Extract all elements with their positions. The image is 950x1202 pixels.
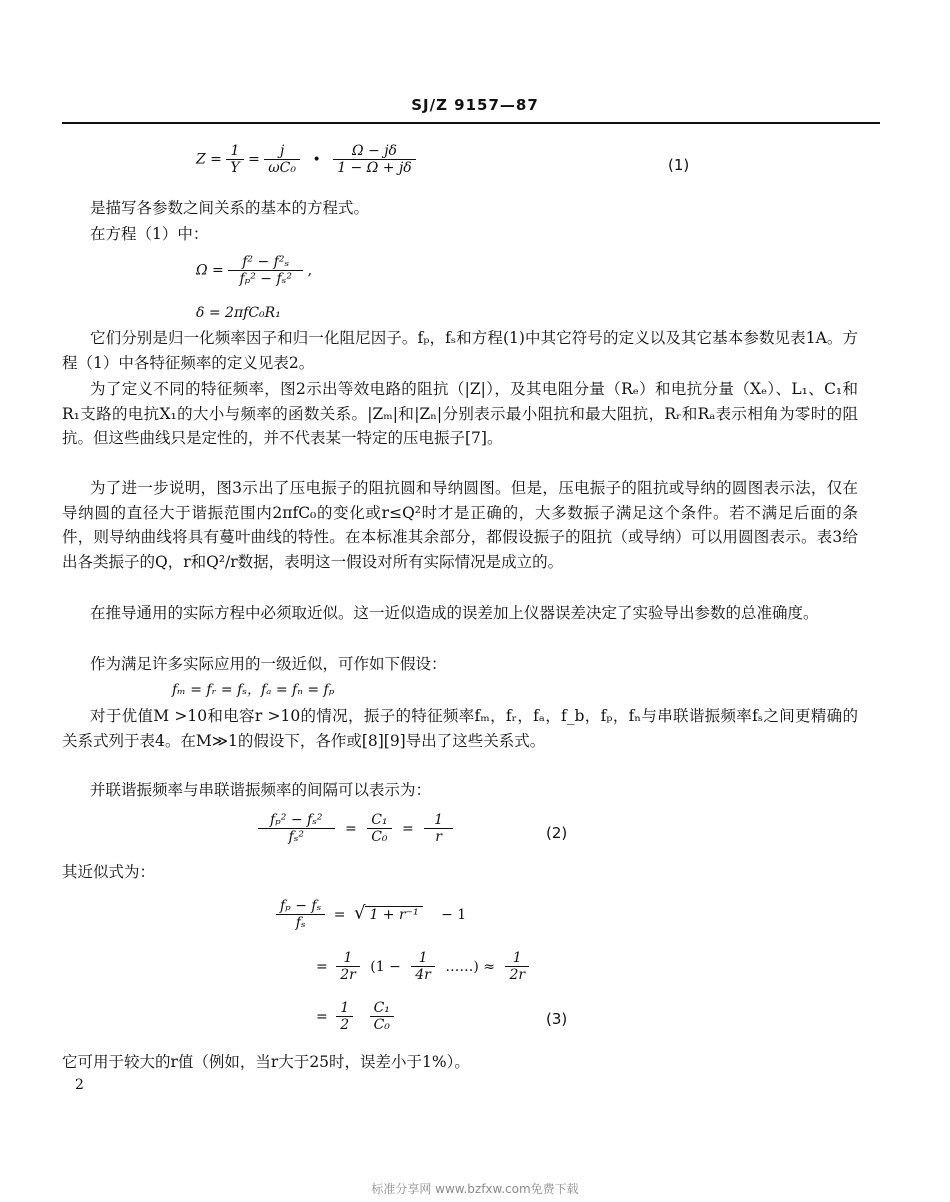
eq2-fraction-3 — [424, 812, 453, 845]
omega-comma: , — [307, 262, 313, 279]
eq2-c-den: C₀ — [371, 829, 388, 845]
equation-2-number: (2) — [546, 824, 568, 842]
standard-number-header: SJ/Z 9157—87 — [411, 96, 539, 114]
eq1-f1-den: Y — [230, 160, 240, 176]
eq3-l2-fraction-b — [411, 950, 435, 983]
omega-num: f² − f²ₛ — [228, 254, 303, 271]
omega-definition — [196, 254, 312, 287]
paragraph-approximation: 在推导通用的实际方程中必须取近似。这一近似造成的误差加上仪器误差决定了实验导出参数的总准确度。 — [90, 604, 819, 622]
eq3-l3-b-den: C₀ — [373, 1017, 390, 1033]
eq3-l2-mid: (1 − — [370, 958, 401, 975]
eq2-den: fₛ² — [288, 829, 305, 845]
eq1-f2-den: ωC₀ — [268, 160, 297, 176]
eq3-l1-tail: − 1 — [441, 906, 467, 923]
paragraph-approximate-form: 其近似式为： — [62, 863, 156, 881]
eq3-l2-c-num: 1 — [505, 950, 529, 967]
paragraph-basic-equation: 是描写各参数之间关系的基本的方程式。 — [90, 199, 370, 217]
eq3-l2-equals: = — [316, 958, 328, 975]
omega-lhs: Ω = — [196, 262, 224, 279]
eq3-l2-a-num: 1 — [336, 950, 360, 967]
eq3-l3-a-den: 2 — [340, 1017, 350, 1033]
paragraph-in-equation-1: 在方程（1）中： — [90, 225, 209, 243]
equation-2 — [258, 812, 453, 845]
eq1-lhs: Z = — [196, 151, 222, 168]
eq3-l1-den: fₛ — [295, 915, 306, 931]
eq1-fraction-1 — [226, 143, 243, 176]
eq3-l3-fraction-b — [370, 1000, 394, 1033]
delta-definition: δ = 2πfC₀R₁ — [196, 305, 281, 321]
eq3-l1-radicand: 1 + r⁻¹ — [365, 906, 422, 923]
page-number: 2 — [75, 1077, 84, 1093]
eq2-num: fₚ² − fₛ² — [258, 812, 335, 829]
header-rule — [62, 122, 880, 124]
eq3-l3-b-num: C₁ — [370, 1000, 394, 1017]
watermark-footer: 标准分享网 www.bzfxw.com免费下载 — [371, 1182, 579, 1196]
omega-fraction — [228, 254, 303, 287]
paragraph-resonance-interval: 并联谐振频率与串联谐振频率的间隔可以表示为： — [90, 781, 432, 799]
eq3-l1-fraction — [276, 898, 325, 931]
eq3-l2-fraction-a — [336, 950, 360, 983]
equation-1: Z = $\frac{1}{Y}$ = $\frac{j}{\text{ωC₀}}$ • $\frac{\Omega - j\delta}{1 - \Omega + j\delta}$ — [196, 143, 416, 176]
eq3-l1-num: fₚ − fₛ — [276, 898, 325, 915]
equation-3-line-1 — [276, 898, 466, 931]
eq1-dot: • — [312, 151, 321, 168]
eq3-l2-a-den: 2r — [340, 967, 356, 983]
eq2-fraction-2 — [367, 812, 391, 845]
paragraph-characteristic-frequencies: 为了定义不同的特征频率，图2示出等效电路的阻抗（|Z|），及其电阻分量（Rₑ）和电抗分量（Xₑ）、L₁、C₁和R₁支路的电抗X₁的大小与频率的函数关系。|Zₘ|和|Zₙ|分别表示最小阻抗和最大阻抗，Rᵣ和Rₐ表示相角为零时的阻抗。但这些曲线只是定性的，并不代表某一特定的压电振子[7]。 — [62, 380, 858, 447]
eq3-l2-c-den: 2r — [509, 967, 526, 983]
paragraph-usage-note: 它可用于较大的r值（例如，当r大于25时，误差小于1%）。 — [62, 1053, 470, 1071]
eq1-f1-num: 1 — [226, 143, 243, 160]
omega-den: fₚ² − fₛ² — [239, 271, 292, 287]
eq3-l3-equals: = — [316, 1008, 328, 1025]
eq3-l2-fraction-c — [505, 950, 529, 983]
eq2-r-den: r — [435, 829, 442, 845]
eq1-f3-den: 1 − Ω + jδ — [337, 160, 412, 176]
eq3-l1-equals: = — [333, 906, 346, 923]
paragraph-first-order: 作为满足许多实际应用的一级近似，可作如下假设： — [90, 655, 447, 673]
eq3-l2-b-den: 4r — [415, 967, 431, 983]
eq3-l3-a-num: 1 — [336, 1000, 353, 1017]
eq2-equals-2: = — [401, 820, 414, 837]
paragraph-circle-diagram: 为了进一步说明，图3示出了压电振子的阻抗圆和导纳圆图。但是，压电振子的阻抗或导纳的圆图表示法，仅在导纳圆的直径大于谐振范围内2πfC₀的变化或r≤Q²时才是正确的，大多数振子满足这个条件。若不满足后面的条件，则导纳曲线将具有蔓叶曲线的特性。在本标准其余部分，都假设振子的阻抗（或导纳）可以用圆图表示。表3给出各类振子的Q，r和Q²/r数据，表明这一假设对所有实际情况是成立的。 — [62, 479, 858, 571]
equation-3-line-3 — [316, 1000, 394, 1033]
eq3-l3-fraction-a — [336, 1000, 353, 1033]
sqrt-symbol-icon: √ — [353, 902, 366, 924]
equation-3-number: (3) — [546, 1010, 568, 1028]
paragraph-normalized-factors: 它们分别是归一化频率因子和归一化阻尼因子。fₚ，fₛ和方程(1)中其它符号的定义以及其它基本参数见表1A。方程（1）中各特征频率的定义见表2。 — [62, 329, 858, 372]
eq2-equals-1: = — [345, 820, 357, 837]
equation-3-line-2 — [316, 950, 529, 983]
eq1-f3-num: Ω − jδ — [333, 143, 416, 160]
equation-1-number: (1) — [668, 156, 690, 174]
eq2-fraction-1 — [258, 812, 335, 845]
eq3-l2-tail: ……) ≈ — [445, 958, 495, 975]
eq1-fraction-2 — [264, 143, 300, 176]
eq1-fraction-3 — [333, 143, 416, 176]
assumption-equation: fₘ = fᵣ = fₛ，fₐ = fₙ = fₚ — [172, 682, 335, 698]
paragraph-figure-of-merit: 对于优值M >10和电容r >10的情况，振子的特征频率fₘ，fᵣ，fₐ，f_b，fₚ，fₙ与串联谐振频率fₛ之间更精确的关系式列于表4。在M≫1的假设下，各作或[8][9]导出了这些关系式。 — [62, 707, 858, 750]
eq3-l2-b-num: 1 — [411, 950, 435, 967]
eq2-c-num: C₁ — [367, 812, 391, 829]
eq1-f2-num: j — [264, 143, 300, 160]
eq2-r-num: 1 — [424, 812, 453, 829]
